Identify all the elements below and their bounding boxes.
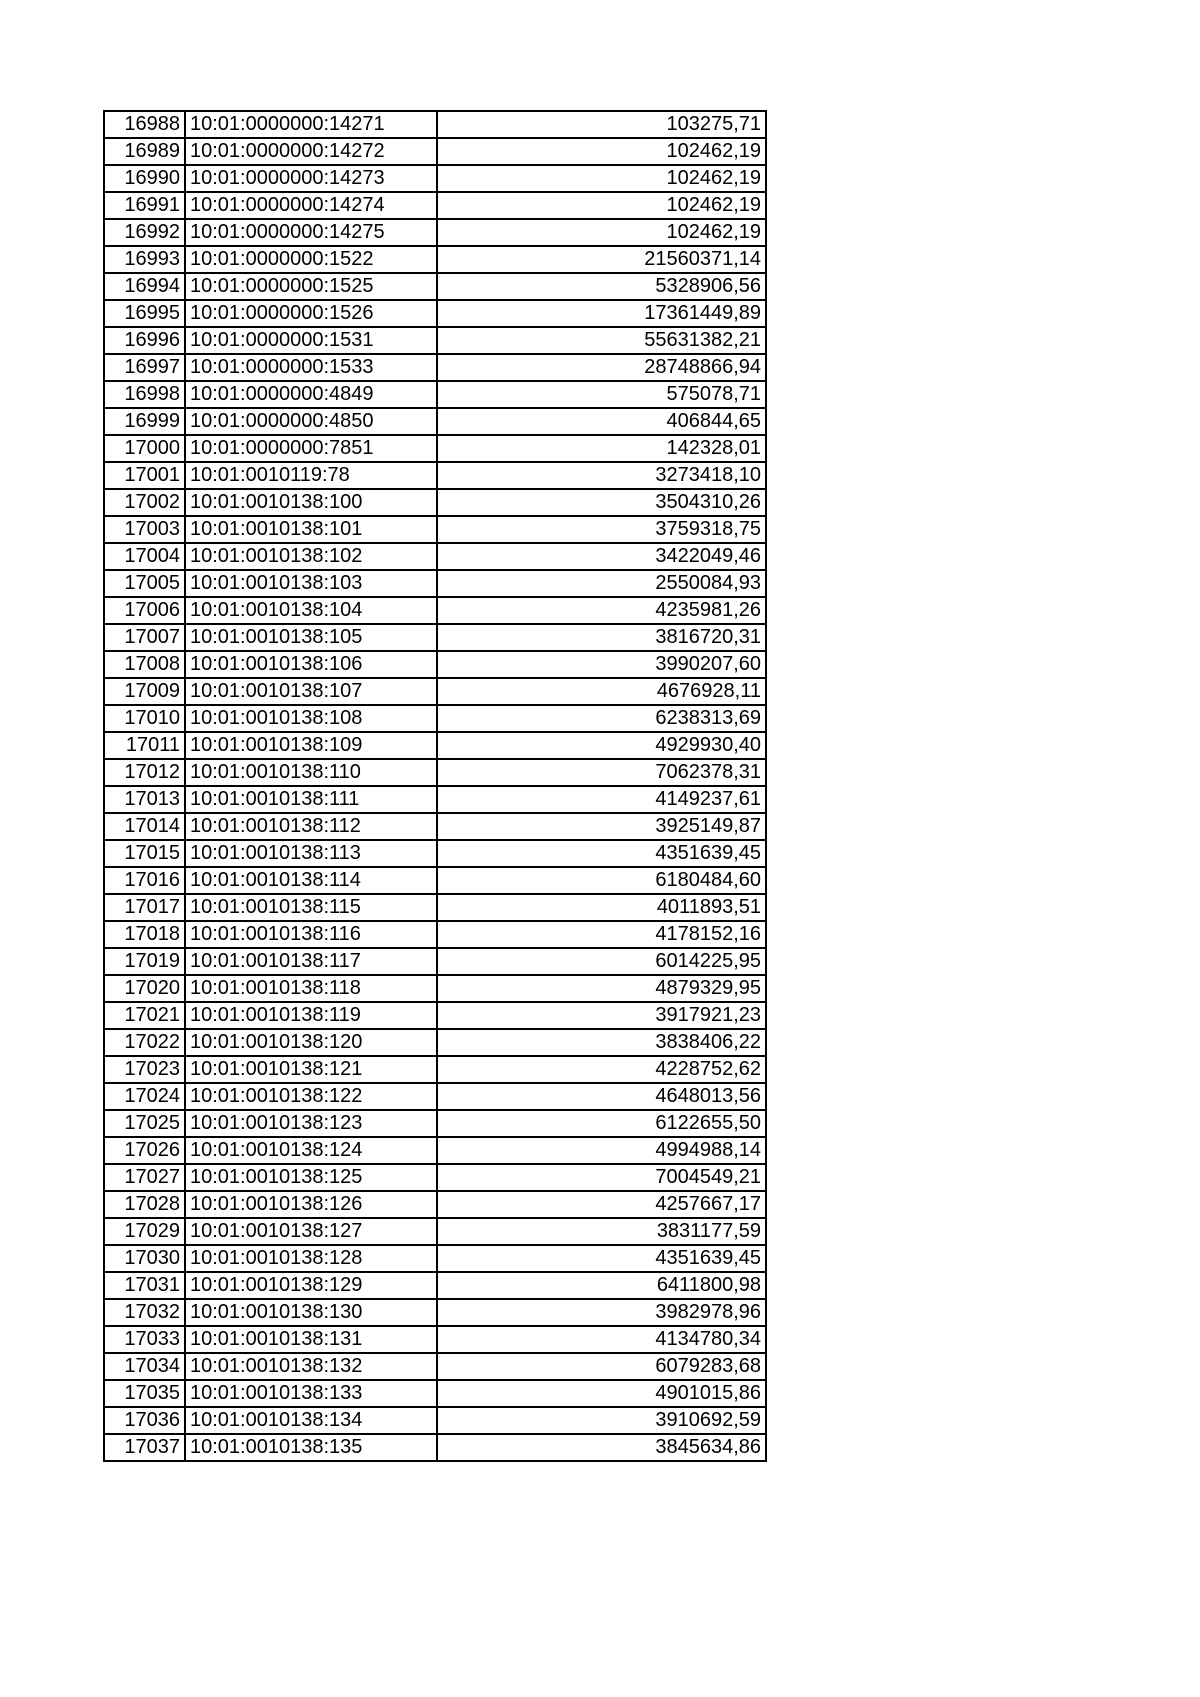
table-row xyxy=(104,678,766,705)
cadastral-number-cell: 10:01:0010138:106 xyxy=(185,651,437,678)
row-number-cell: 17037 xyxy=(104,1434,185,1461)
row-number-cell: 17025 xyxy=(104,1110,185,1137)
cadastral-number-cell: 10:01:0010138:100 xyxy=(185,489,437,516)
row-number-cell: 16988 xyxy=(104,111,185,138)
row-number-cell: 16998 xyxy=(104,381,185,408)
cadastral-value-cell: 6238313,69 xyxy=(437,705,766,732)
row-number-cell: 16993 xyxy=(104,246,185,273)
cadastral-value-cell: 6411800,98 xyxy=(437,1272,766,1299)
cadastral-value-cell: 3982978,96 xyxy=(437,1299,766,1326)
table-row xyxy=(104,111,766,138)
cadastral-value-cell: 3816720,31 xyxy=(437,624,766,651)
cadastral-value-cell: 575078,71 xyxy=(437,381,766,408)
cadastral-number-cell: 10:01:0010138:113 xyxy=(185,840,437,867)
cadastral-number-cell: 10:01:0000000:1525 xyxy=(185,273,437,300)
cadastral-number-cell: 10:01:0010138:111 xyxy=(185,786,437,813)
cadastral-value-cell: 4929930,40 xyxy=(437,732,766,759)
row-number-cell: 17018 xyxy=(104,921,185,948)
cadastral-value-cell: 4149237,61 xyxy=(437,786,766,813)
row-number-cell: 16992 xyxy=(104,219,185,246)
cadastral-number-cell: 10:01:0010138:108 xyxy=(185,705,437,732)
cadastral-value-cell: 7004549,21 xyxy=(437,1164,766,1191)
row-number-cell: 16995 xyxy=(104,300,185,327)
cadastral-number-cell: 10:01:0010138:116 xyxy=(185,921,437,948)
cadastral-value-cell: 102462,19 xyxy=(437,219,766,246)
table-row xyxy=(104,408,766,435)
table-row xyxy=(104,975,766,1002)
row-number-cell: 17031 xyxy=(104,1272,185,1299)
cadastral-value-cell: 142328,01 xyxy=(437,435,766,462)
cadastral-number-cell: 10:01:0010138:119 xyxy=(185,1002,437,1029)
table-body xyxy=(104,111,766,1461)
cadastral-value-cell: 3273418,10 xyxy=(437,462,766,489)
cadastral-number-cell: 10:01:0000000:14274 xyxy=(185,192,437,219)
row-number-cell: 17002 xyxy=(104,489,185,516)
table-row xyxy=(104,1056,766,1083)
table-row xyxy=(104,1326,766,1353)
row-number-cell: 17013 xyxy=(104,786,185,813)
cadastral-value-cell: 102462,19 xyxy=(437,165,766,192)
table-row xyxy=(104,1029,766,1056)
cadastral-number-cell: 10:01:0010138:130 xyxy=(185,1299,437,1326)
table-row xyxy=(104,651,766,678)
cadastral-number-cell: 10:01:0010138:131 xyxy=(185,1326,437,1353)
row-number-cell: 17012 xyxy=(104,759,185,786)
cadastral-number-cell: 10:01:0010138:134 xyxy=(185,1407,437,1434)
cadastral-value-cell: 7062378,31 xyxy=(437,759,766,786)
table-row xyxy=(104,732,766,759)
table-row xyxy=(104,759,766,786)
table-row xyxy=(104,219,766,246)
cadastral-number-cell: 10:01:0010138:126 xyxy=(185,1191,437,1218)
table-row xyxy=(104,948,766,975)
row-number-cell: 17003 xyxy=(104,516,185,543)
row-number-cell: 17004 xyxy=(104,543,185,570)
table-row xyxy=(104,1002,766,1029)
table-row xyxy=(104,597,766,624)
row-number-cell: 17001 xyxy=(104,462,185,489)
table-row xyxy=(104,786,766,813)
cadastral-number-cell: 10:01:0010138:115 xyxy=(185,894,437,921)
cadastral-value-cell: 4676928,11 xyxy=(437,678,766,705)
cadastral-value-cell: 4901015,86 xyxy=(437,1380,766,1407)
cadastral-value-cell: 4235981,26 xyxy=(437,597,766,624)
row-number-cell: 17014 xyxy=(104,813,185,840)
cadastral-number-cell: 10:01:0010138:121 xyxy=(185,1056,437,1083)
table-row xyxy=(104,543,766,570)
cadastral-number-cell: 10:01:0000000:7851 xyxy=(185,435,437,462)
table-row xyxy=(104,921,766,948)
cadastral-number-cell: 10:01:0010138:125 xyxy=(185,1164,437,1191)
row-number-cell: 17036 xyxy=(104,1407,185,1434)
cadastral-number-cell: 10:01:0010138:135 xyxy=(185,1434,437,1461)
row-number-cell: 17035 xyxy=(104,1380,185,1407)
row-number-cell: 17033 xyxy=(104,1326,185,1353)
cadastral-value-cell: 5328906,56 xyxy=(437,273,766,300)
cadastral-number-cell: 10:01:0000000:14272 xyxy=(185,138,437,165)
cadastral-value-cell: 406844,65 xyxy=(437,408,766,435)
table-row xyxy=(104,867,766,894)
cadastral-value-cell: 6079283,68 xyxy=(437,1353,766,1380)
table-row xyxy=(104,138,766,165)
cadastral-number-cell: 10:01:0010138:133 xyxy=(185,1380,437,1407)
table-row xyxy=(104,1110,766,1137)
row-number-cell: 17005 xyxy=(104,570,185,597)
table-row xyxy=(104,1137,766,1164)
cadastral-value-cell: 102462,19 xyxy=(437,192,766,219)
cadastral-value-cell: 28748866,94 xyxy=(437,354,766,381)
row-number-cell: 16999 xyxy=(104,408,185,435)
cadastral-value-cell: 6014225,95 xyxy=(437,948,766,975)
row-number-cell: 16991 xyxy=(104,192,185,219)
cadastral-number-cell: 10:01:0010138:118 xyxy=(185,975,437,1002)
cadastral-value-cell: 4228752,62 xyxy=(437,1056,766,1083)
cadastral-value-cell: 4648013,56 xyxy=(437,1083,766,1110)
cadastral-value-cell: 55631382,21 xyxy=(437,327,766,354)
row-number-cell: 16990 xyxy=(104,165,185,192)
cadastral-value-cell: 6180484,60 xyxy=(437,867,766,894)
table-row xyxy=(104,813,766,840)
cadastral-value-cell: 6122655,50 xyxy=(437,1110,766,1137)
cadastral-value-cell: 4134780,34 xyxy=(437,1326,766,1353)
row-number-cell: 17023 xyxy=(104,1056,185,1083)
cadastral-value-cell: 4879329,95 xyxy=(437,975,766,1002)
cadastral-number-cell: 10:01:0010138:124 xyxy=(185,1137,437,1164)
cadastral-number-cell: 10:01:0010138:114 xyxy=(185,867,437,894)
cadastral-number-cell: 10:01:0010138:112 xyxy=(185,813,437,840)
table-row xyxy=(104,246,766,273)
cadastral-value-cell: 4351639,45 xyxy=(437,1245,766,1272)
table-row xyxy=(104,300,766,327)
row-number-cell: 17008 xyxy=(104,651,185,678)
cadastral-number-cell: 10:01:0010138:123 xyxy=(185,1110,437,1137)
cadastral-number-cell: 10:01:0010138:132 xyxy=(185,1353,437,1380)
table-row xyxy=(104,165,766,192)
row-number-cell: 17032 xyxy=(104,1299,185,1326)
row-number-cell: 17000 xyxy=(104,435,185,462)
cadastral-number-cell: 10:01:0010138:105 xyxy=(185,624,437,651)
row-number-cell: 16996 xyxy=(104,327,185,354)
row-number-cell: 17010 xyxy=(104,705,185,732)
row-number-cell: 17017 xyxy=(104,894,185,921)
cadastral-number-cell: 10:01:0000000:14273 xyxy=(185,165,437,192)
table-row xyxy=(104,570,766,597)
cadastral-value-cell: 4011893,51 xyxy=(437,894,766,921)
table-row xyxy=(104,1353,766,1380)
cadastral-number-cell: 10:01:0010138:129 xyxy=(185,1272,437,1299)
cadastral-number-cell: 10:01:0010138:128 xyxy=(185,1245,437,1272)
table-row xyxy=(104,1434,766,1461)
cadastral-number-cell: 10:01:0010119:78 xyxy=(185,462,437,489)
row-number-cell: 16997 xyxy=(104,354,185,381)
cadastral-number-cell: 10:01:0000000:1522 xyxy=(185,246,437,273)
cadastral-value-cell: 3838406,22 xyxy=(437,1029,766,1056)
table-row xyxy=(104,1164,766,1191)
table-row xyxy=(104,273,766,300)
table-row xyxy=(104,705,766,732)
cadastral-value-cell: 3759318,75 xyxy=(437,516,766,543)
cadastral-value-cell: 102462,19 xyxy=(437,138,766,165)
table-row xyxy=(104,1245,766,1272)
cadastral-value-cell: 3990207,60 xyxy=(437,651,766,678)
cadastral-number-cell: 10:01:0000000:4849 xyxy=(185,381,437,408)
cadastral-value-cell: 4257667,17 xyxy=(437,1191,766,1218)
cadastral-number-cell: 10:01:0000000:4850 xyxy=(185,408,437,435)
row-number-cell: 17020 xyxy=(104,975,185,1002)
table-row xyxy=(104,381,766,408)
row-number-cell: 17029 xyxy=(104,1218,185,1245)
row-number-cell: 17021 xyxy=(104,1002,185,1029)
cadastral-number-cell: 10:01:0010138:122 xyxy=(185,1083,437,1110)
table-row xyxy=(104,1272,766,1299)
row-number-cell: 17024 xyxy=(104,1083,185,1110)
row-number-cell: 17019 xyxy=(104,948,185,975)
table-row xyxy=(104,327,766,354)
row-number-cell: 17016 xyxy=(104,867,185,894)
cadastral-number-cell: 10:01:0000000:14275 xyxy=(185,219,437,246)
table-row xyxy=(104,354,766,381)
cadastral-value-cell: 4351639,45 xyxy=(437,840,766,867)
cadastral-value-cell: 3925149,87 xyxy=(437,813,766,840)
table-row xyxy=(104,1218,766,1245)
table-row xyxy=(104,624,766,651)
cadastral-number-cell: 10:01:0010138:110 xyxy=(185,759,437,786)
table-row xyxy=(104,1083,766,1110)
cadastral-value-cell: 103275,71 xyxy=(437,111,766,138)
cadastral-value-cell: 3910692,59 xyxy=(437,1407,766,1434)
cadastral-number-cell: 10:01:0000000:1533 xyxy=(185,354,437,381)
table-row xyxy=(104,516,766,543)
cadastral-value-cell: 3917921,23 xyxy=(437,1002,766,1029)
row-number-cell: 17009 xyxy=(104,678,185,705)
row-number-cell: 17022 xyxy=(104,1029,185,1056)
row-number-cell: 17027 xyxy=(104,1164,185,1191)
cadastral-number-cell: 10:01:0000000:1531 xyxy=(185,327,437,354)
cadastral-number-cell: 10:01:0010138:101 xyxy=(185,516,437,543)
cadastral-value-cell: 4178152,16 xyxy=(437,921,766,948)
cadastral-value-cell: 3422049,46 xyxy=(437,543,766,570)
table-row xyxy=(104,1299,766,1326)
cadastral-value-cell: 4994988,14 xyxy=(437,1137,766,1164)
cadastral-number-cell: 10:01:0010138:104 xyxy=(185,597,437,624)
cadastral-value-cell: 21560371,14 xyxy=(437,246,766,273)
cadastral-number-cell: 10:01:0010138:102 xyxy=(185,543,437,570)
cadastral-number-cell: 10:01:0010138:117 xyxy=(185,948,437,975)
table-row xyxy=(104,462,766,489)
table-row xyxy=(104,489,766,516)
cadastral-number-cell: 10:01:0010138:107 xyxy=(185,678,437,705)
cadastral-number-cell: 10:01:0010138:120 xyxy=(185,1029,437,1056)
table-row xyxy=(104,192,766,219)
cadastral-number-cell: 10:01:0010138:103 xyxy=(185,570,437,597)
cadastral-value-cell: 3504310,26 xyxy=(437,489,766,516)
row-number-cell: 17015 xyxy=(104,840,185,867)
row-number-cell: 17007 xyxy=(104,624,185,651)
cadastral-number-cell: 10:01:0010138:109 xyxy=(185,732,437,759)
cadastral-value-cell: 17361449,89 xyxy=(437,300,766,327)
row-number-cell: 16994 xyxy=(104,273,185,300)
row-number-cell: 17030 xyxy=(104,1245,185,1272)
cadastral-value-cell: 3845634,86 xyxy=(437,1434,766,1461)
cadastral-number-cell: 10:01:0010138:127 xyxy=(185,1218,437,1245)
cadastral-value-cell: 3831177,59 xyxy=(437,1218,766,1245)
table-row xyxy=(104,894,766,921)
row-number-cell: 17011 xyxy=(104,732,185,759)
cadastral-number-cell: 10:01:0000000:14271 xyxy=(185,111,437,138)
table-row xyxy=(104,1191,766,1218)
cadastral-value-table xyxy=(103,110,767,1462)
table-row xyxy=(104,435,766,462)
cadastral-number-cell: 10:01:0000000:1526 xyxy=(185,300,437,327)
row-number-cell: 17028 xyxy=(104,1191,185,1218)
cadastral-value-cell: 2550084,93 xyxy=(437,570,766,597)
row-number-cell: 16989 xyxy=(104,138,185,165)
table-row xyxy=(104,1380,766,1407)
row-number-cell: 17034 xyxy=(104,1353,185,1380)
row-number-cell: 17026 xyxy=(104,1137,185,1164)
row-number-cell: 17006 xyxy=(104,597,185,624)
table-row xyxy=(104,1407,766,1434)
table-row xyxy=(104,840,766,867)
